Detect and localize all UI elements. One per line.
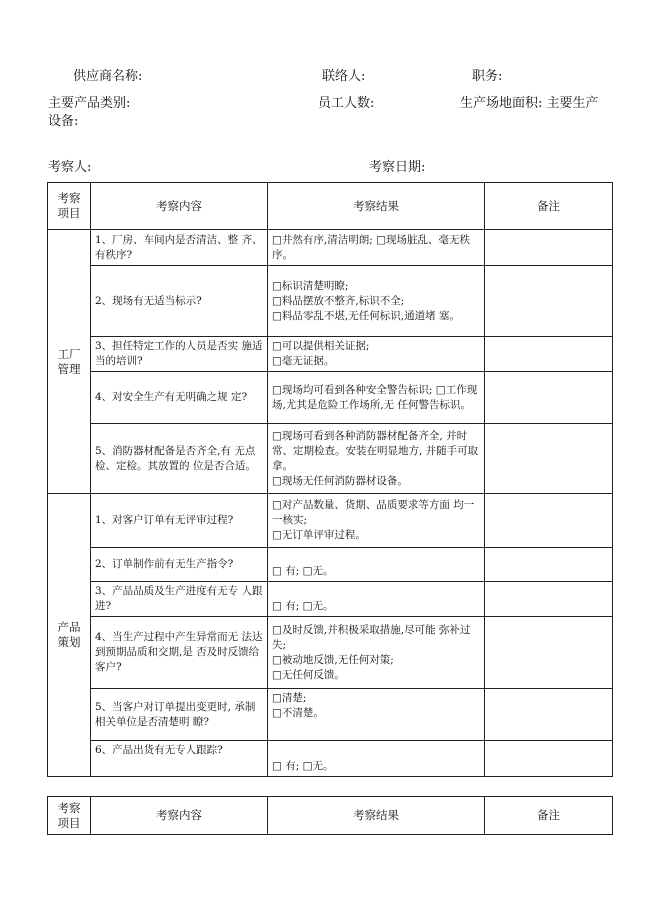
inspector-label: 考察人: <box>48 160 92 175</box>
table-header-row <box>48 183 613 230</box>
remarks-cell[interactable] <box>485 689 613 741</box>
remarks-cell[interactable] <box>485 266 613 337</box>
company-info-line <box>48 95 618 131</box>
table-row <box>48 337 613 372</box>
category-factory-management: 工厂 管理 <box>48 230 91 494</box>
contact-person-label: 联络人: <box>322 69 366 84</box>
column-header: 考察 项目 <box>48 183 91 230</box>
result-option: □无任何反馈。 <box>272 668 345 681</box>
inspection-result: □井然有序,清洁明朗; □现场脏乱、毫无秩序。 <box>268 230 485 266</box>
inspection-content: 2、订单制作前有无生产指令? <box>91 548 268 582</box>
result-option: □被动地反馈,无任何对策; <box>272 653 394 666</box>
remarks-cell[interactable] <box>485 582 613 617</box>
result-option: □料品零乱不堪,无任何标识,通道堵 塞。 <box>272 309 460 322</box>
table-row <box>48 424 613 494</box>
inspection-content: 1、对客户订单有无评审过程? <box>91 494 268 548</box>
position-label: 职务: <box>472 69 503 84</box>
remarks-cell[interactable] <box>485 617 613 689</box>
result-option: □现场可看到各种消防器材配备齐全, 并时常、定期检查。安装在明显地方, 并随手可取拿。 <box>272 429 479 472</box>
result-option: □不清楚。 <box>272 707 324 719</box>
inspection-content: 4、当生产过程中产生异常而无 法达到预期品质和交期,是 否及时反馈给客户? <box>91 617 268 689</box>
inspection-result <box>268 266 485 337</box>
remarks-cell[interactable] <box>485 230 613 266</box>
column-header: 考察内容 <box>91 797 268 835</box>
table-row <box>48 230 613 266</box>
inspection-result <box>268 617 485 689</box>
table-row <box>48 741 613 777</box>
inspection-result <box>268 337 485 372</box>
inspection-result: □ 有; □无。 <box>268 741 485 777</box>
inspection-result <box>268 424 485 494</box>
inspection-content: 2、现场有无适当标示? <box>91 266 268 337</box>
category-product-planning: 产品 策划 <box>48 494 91 777</box>
column-header: 备注 <box>485 183 613 230</box>
inspection-content: 5、当客户对订单提出变更时, 承制相关单位是否清楚明 瞭? <box>91 689 268 741</box>
table-row <box>48 266 613 337</box>
supplier-name-label: 供应商名称: <box>73 69 143 84</box>
inspection-result: □ 有; □无。 <box>268 582 485 617</box>
result-option: □对产品数量、货期、品质要求等方面 均一一核实; <box>272 499 475 526</box>
table-row <box>48 372 613 424</box>
inspection-table-continued-header <box>47 796 613 835</box>
product-category-label: 主要产品类别: <box>48 96 131 111</box>
remarks-cell[interactable] <box>485 741 613 777</box>
result-option: □及时反馈,并积极采取措施,尽可能 弥补过失; <box>272 623 471 651</box>
result-option: □毫无证据。 <box>272 355 335 367</box>
inspection-result: □ 有; □无。 <box>268 548 485 582</box>
inspection-result <box>268 494 485 548</box>
inspection-content: 1、厂房、车间内是否清洁、整 齐、 有秩序? <box>91 230 268 266</box>
inspection-table <box>47 182 613 777</box>
remarks-cell[interactable] <box>485 548 613 582</box>
column-header: 备注 <box>485 797 613 835</box>
remarks-cell[interactable] <box>485 372 613 424</box>
column-header: 考察 项目 <box>48 797 91 835</box>
result-option: □无订单评审过程。 <box>272 529 366 541</box>
inspection-content: 4、对安全生产有无明确之规 定? <box>91 372 268 424</box>
table-row <box>48 582 613 617</box>
remarks-cell[interactable] <box>485 494 613 548</box>
result-option: □可以提供相关证据; <box>272 340 370 352</box>
column-header: 考察内容 <box>91 183 268 230</box>
table-header-row <box>48 797 613 835</box>
column-header: 考察结果 <box>268 183 485 230</box>
remarks-cell[interactable] <box>485 424 613 494</box>
result-option: □现场无任何消防器材设备。 <box>272 474 408 487</box>
inspection-content: 5、消防器材配备是否齐全,有 无点检、定检。其放置的 位是否合适。 <box>91 424 268 494</box>
table-row <box>48 689 613 741</box>
remarks-cell[interactable] <box>485 337 613 372</box>
result-option: □标识清楚明瞭; <box>272 279 349 292</box>
inspection-content: 3、担任特定工作的人员是否实 施适当的培训? <box>91 337 268 372</box>
inspection-result: □现场均可看到各种安全警告标识; □工作现场,尤其是危险工作场所,无 任何警告标识。 <box>268 372 485 424</box>
result-option: □料品摆放不整齐,标识不全; <box>272 294 405 307</box>
inspection-content: 3、产品品质及生产进度有无专 人跟进? <box>91 582 268 617</box>
inspection-result <box>268 689 485 741</box>
inspection-date-label: 考察日期: <box>369 160 426 175</box>
production-area-label: 生产场地面积: 主要生产 <box>460 96 599 111</box>
result-option: □清楚; <box>272 692 307 704</box>
employee-count-label: 员工人数: <box>318 96 375 111</box>
column-header: 考察结果 <box>268 797 485 835</box>
table-row <box>48 494 613 548</box>
table-row <box>48 548 613 582</box>
inspection-content: 6、产品出货有无专人跟踪? <box>91 741 268 777</box>
table-row <box>48 617 613 689</box>
equipment-label: 设备: <box>48 114 79 129</box>
